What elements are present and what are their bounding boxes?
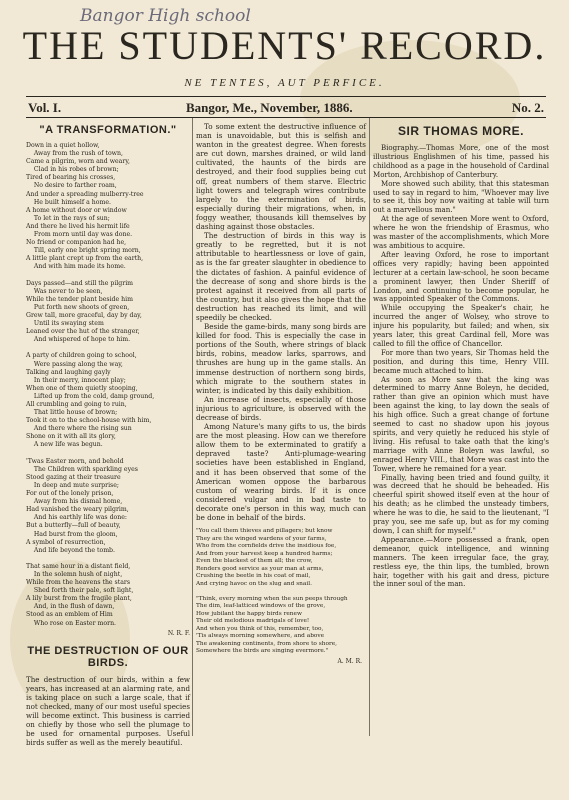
paragraph: After leaving Oxford, he rose to important offices very rapidly; having been appointed lecturer at a certain law-school, he soon became a prominent lawyer, then Under Sheriff of London, and continuing to become popular, he was appointed Speaker of the Commons. <box>373 249 549 304</box>
paragraph: Finally, having been tried and found guilty, it was decreed that he should be beheaded. His cheerful spirit showed itself even at the hour of his death; as he climbed the unsteady timbers, where he was to die, he said to the lieutenant, "I pray you, see me safe up, but as for my coming down, I can shift for myself." <box>373 472 549 535</box>
quote-signature: A. M. R. <box>337 657 362 665</box>
top-rule <box>26 96 546 97</box>
paragraph: For more than two years, Sir Thomas held the position, and during this time, Henry VIII. became much attached to him. <box>373 347 549 375</box>
paragraph: Beside the game-birds, many song birds are killed for food. This is especially the case in portions of the South, where strings of black birds, robins, meadow larks, sparrows, and thrushes are hung up in the game stalls. An immense destruction of northern song birds, which migrate to the southern states in winter, is indicated by this daily exhibition. <box>196 322 366 395</box>
more-title: SIR THOMAS MORE. <box>397 124 524 138</box>
place-date-label: Bangor, Me., November, 1886. <box>186 100 353 115</box>
masthead-title: THE STUDENTS' RECORD. <box>22 23 547 68</box>
article-intro: The destruction of our birds, within a few years, has increased at an alarming rate, and is taking place on such a large scale, that if not checked, many of our most useful species will become extinct. This business is carried on chiefly by those who sell the plumage to be used for ornamental purposes. Useful birds suffer as well as the merely beautiful. <box>26 674 190 748</box>
poem-signature: N. R. F. <box>167 629 190 637</box>
paragraph: Among Nature's many gifts to us, the birds are the most pleasing. How can we therefore allow them to be exterminated to gratify a depraved taste? Anti-plumage-wearing societies have been established in England, and it has been observed that some of the American women oppose the barbarous custom of wearing birds. If it is once considered vulgar and in bad taste to decorate one's person in this way, much can be done in behalf of the birds. <box>196 422 366 523</box>
column-divider <box>369 118 370 736</box>
paragraph: As soon as More saw that the king was determined to marry Anne Boleyn, he decided, rather than give an opinion which must have been against the king, to lay down the seals of his high office. Such a great change of fortune seemed to cast no shadow upon his joyous spirits, and very quietly he reduced his style of living. His refusal to take oath that the king's marriage with Anne Boleyn was lawful, so enraged Henry VIII., that More was cast into the Tower, where he remained for a year. <box>373 374 549 473</box>
paragraph: The destruction of birds in this way is greatly to be regretted, but it is not attributable to heartlessness or love of gain, as is the far greater slaughter in obedience to the dictates of fashion. A painful evidence of the decrease of song and shore birds is the protest against it received from all parts of the country, but it also gives the hope that the destruction has reached its limit, and will speedily be checked. <box>196 231 366 322</box>
column-2 <box>196 122 366 665</box>
bottom-rule <box>26 117 546 118</box>
column-1 <box>26 122 190 747</box>
paragraph: Appearance.—More possessed a frank, open demeanor, quick intelligence, and winning manners. The keen irregular face, the gray, restless eye, the thin lips, the tumbled, brown hair, together with his gait and dress, picture the inner soul of the man. <box>373 534 549 589</box>
article-title: THE DESTRUCTION OF OUR BIRDS. <box>27 644 189 669</box>
paragraph: An increase of insects, especially of those injurious to agriculture, is observed with the decrease of birds. <box>196 394 366 422</box>
paragraph: At the age of seventeen More went to Oxford, where he won the friendship of Erasmus, who was master of the accomplishments, which More was ambitious to acquire. <box>373 214 549 250</box>
paragraph: More showed such ability, that this statesman used to say in regard to him, "Whoever may live to see it, this boy now waiting at table will turn out a marvellous man." <box>373 178 549 215</box>
paragraph: To some extent the destructive influence of man is unavoidable, but this is selfish and wanton in the greatest degree. When forests are cut down, marshes drained, or wild land cultivated, the haunts of the birds are destroyed, and their food supplies being cut off, great numbers of them starve. Electric light towers and telegraph wires contribute largely to the extermination of birds, especially during their migrations, when, in foggy weather, thousands kill themselves by dashing against those obstacles. <box>196 122 366 232</box>
poem-text: Down in a quiet hollow, Away from the rush of town, Came a pilgrim, worn and weary, Clad in his robes of brown; Tired of bearing his crosses, No desire to farther roam, And under a spreading mulberry-tree He built himself a home. A home without door or window To let in the rays of sun; And there he lived his hermit life From morn until day was done. No friend or companion had he, Till, early one bright spring morn, A little plant crept up from the earth, And with him made its home. Days passed—and still the pilgrim Was never to be seen, While the tender plant beside him Put forth new shoots of green, Grew tall, more graceful, day by day, Until its swaying stem Leaned over the hut of the stranger, And whispered of hope to him. A party of children going to school, Were passing along the way, Talking and laughing gayly In their merry, innocent play; When one of them quietly stooping, Lifted up from the cold, damp ground, All crumbling and going to ruin, That little house of brown; Took it on to the school-house with him, And there where the rising sun Shone on it with all its glory, A new life was begun. 'Twas Easter morn, and behold The Children with sparkling eyes Stood gazing at their treasure In deep and mute surprise; For out of the lonely prison, Away from his dismal home, Had vanished the weary pilgrim, And his earthly life was done: But a butterfly—full of beauty, Had burst from the gloom, A symbol of resurrection, And life beyond the tomb. That same hour in a distant field, In the solemn hush of night, While from the heavens the stars Shed forth their pale, soft light, A lily burst from the fragile plant, And, in the flush of dawn, Stood as an emblem of Him Who rose on Easter morn. <box>26 142 155 627</box>
dateline <box>26 100 546 116</box>
more-article-body <box>373 144 549 589</box>
issue-number-label: No. 2. <box>511 100 544 115</box>
bird-quote: "You call them thieves and pillagers; but know They are the winged wardens of your farms, Who from the cornfields drive the insidious foe, And from your harvest keep a hundred harms; Even the blackest of them all; the crow, Renders good service as your man at arms, Crushing the beetle in his coat of mail, And crying havoc on the slug and snail. "Think, every morning when the sun peeps through The dim, leaf-latticed windows of the grove, How jubilant the happy birds renew Their old melodious madrigals of love! And when you think of this, remember, too, 'Tis always morning somewhere, and above The awakening continents, from shore to shore, Somewhere the birds are singing evermore." <box>196 528 348 655</box>
masthead-motto: NE TENTES, AUT PERFICE. <box>184 77 385 89</box>
handwritten-note: Bangor High school <box>80 6 251 26</box>
paragraph: Biography.—Thomas More, one of the most illustrious Englishmen of his time, passed his childhood as a page in the household of Cardinal Morton, Archbishop of Canterbury. <box>373 143 549 179</box>
paragraph: While occupying the Speaker's chair, he incurred the anger of Wolsey, who strove to injure his popularity, but failed; and when, six years later, this great Cardinal fell, More was called to fill the office of Chancellor. <box>373 303 549 348</box>
volume-label: Vol. I. <box>28 100 62 115</box>
poem-title: "A TRANSFORMATION." <box>39 124 177 136</box>
bird-article-body <box>196 122 366 522</box>
column-3 <box>373 122 549 589</box>
column-divider <box>192 118 193 736</box>
